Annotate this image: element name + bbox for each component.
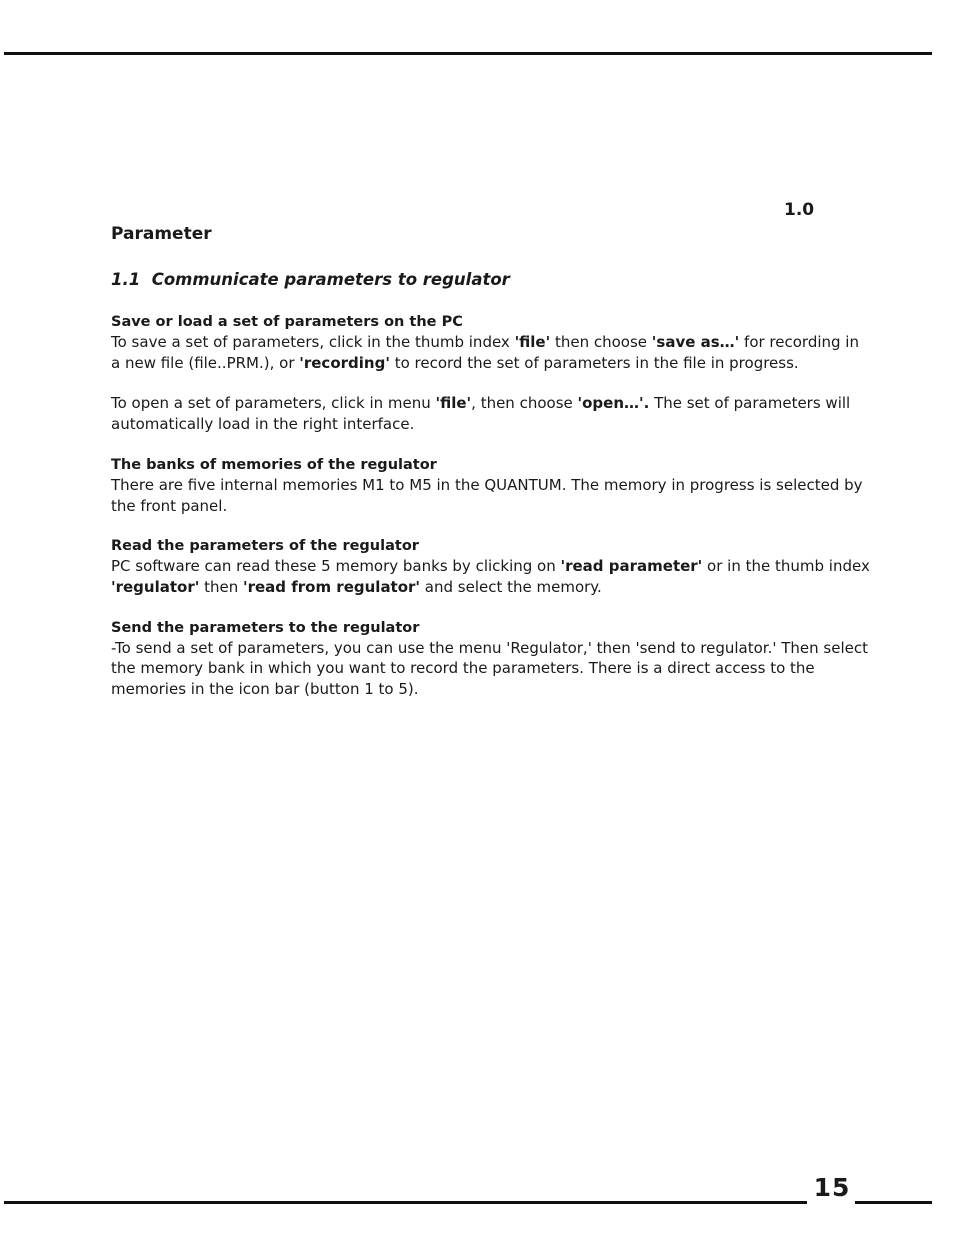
- body-paragraph: -To send a set of parameters, you can use the menu 'Regulator,' then 'send to regulator.' Then select the memory bank in which you want to record the parameters. There is a direct access to the memories in the icon bar (button 1 to 5).: [111, 638, 868, 699]
- block-heading: The banks of memories of the regulator: [111, 456, 437, 473]
- block-heading: Save or load a set of parameters on the PC: [111, 314, 463, 330]
- bottom-rule-left: [4, 1201, 807, 1204]
- body-paragraph: To open a set of parameters, click in menu 'file', then choose 'open…'. The set of parameters will automatically load in the right interface.: [111, 394, 851, 434]
- content-body: [111, 312, 871, 720]
- content-block: [111, 312, 871, 435]
- top-rule: [4, 52, 932, 55]
- chapter-title: Parameter: [111, 224, 212, 244]
- content-block: [111, 536, 871, 597]
- body-paragraph: PC software can read these 5 memory banks by clicking on 'read parameter' or in the thumb index 'regulator' then 'read from regulator' and select the memory.: [111, 557, 870, 596]
- block-heading: Send the parameters to the regulator: [111, 619, 420, 636]
- content-block: [111, 455, 871, 516]
- body-paragraph: There are five internal memories M1 to M5 in the QUANTUM. The memory in progress is selected by the front panel.: [111, 475, 863, 515]
- bottom-rule-right: [855, 1201, 932, 1204]
- chapter-number: 1.0: [784, 200, 815, 220]
- section-heading: 1.1 Communicate parameters to regulator: [111, 270, 510, 289]
- content-block: [111, 618, 871, 700]
- body-paragraph: To save a set of parameters, click in the thumb index 'file' then choose 'save as…' for recording in a new file (file..PRM.), or 'recording' to record the set of parameters in the file in progress.: [111, 333, 859, 372]
- page-number: 15: [813, 1173, 851, 1202]
- block-heading: Read the parameters of the regulator: [111, 538, 419, 555]
